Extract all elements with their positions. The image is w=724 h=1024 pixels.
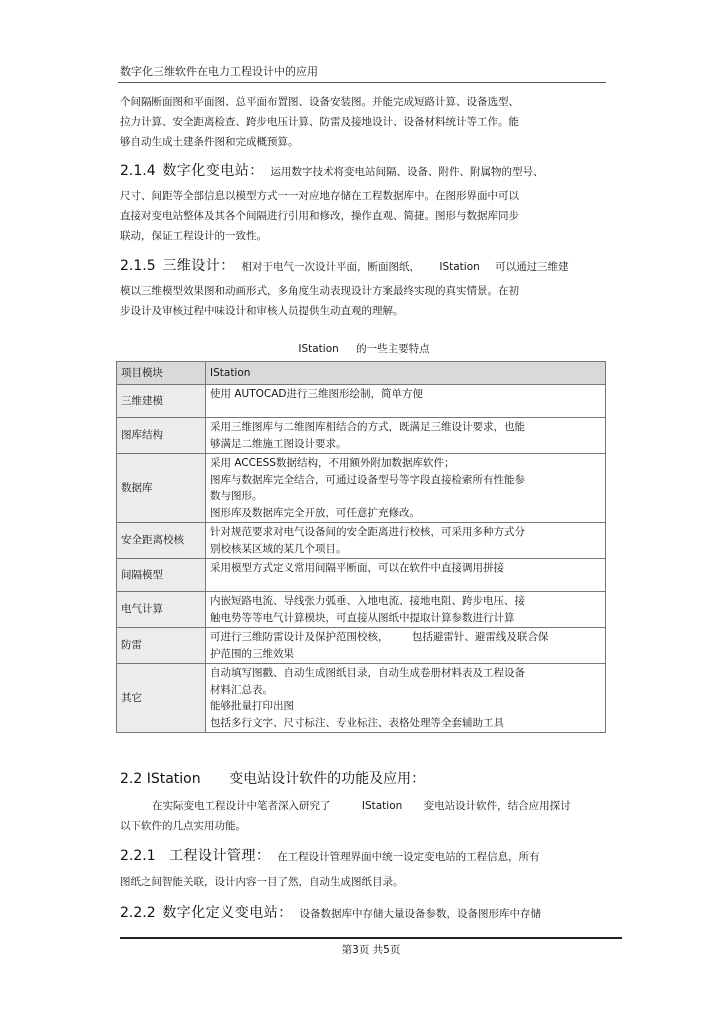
table-row xyxy=(117,592,606,628)
module-cell: 三维建模 xyxy=(117,385,206,418)
module-cell: 安全距离校核 xyxy=(117,523,206,559)
header-rule xyxy=(118,82,606,83)
desc-line: 护范围的三维效果 xyxy=(210,647,294,660)
desc-line: 采用模型方式定义常用间隔平断面，可以在软件中直接调用拼接 xyxy=(210,562,504,574)
heading-part-software: 2.2 IStation xyxy=(120,771,201,787)
desc-line: 可进行三维防雷设计及保护范围校核， 包括避雷针、避雷线及联合保 xyxy=(210,631,549,643)
desc-line: 采用三维图库与二维图库相结合的方式，既满足三维设计要求，也能 xyxy=(210,421,525,433)
module-cell: 间隔模型 xyxy=(117,559,206,592)
table-row xyxy=(117,418,606,454)
section-title: 数字化定义变电站： xyxy=(162,905,293,921)
section-2-1-5 xyxy=(120,255,610,321)
section-number: 2.2.2 xyxy=(120,905,156,921)
module-cell: 防雷 xyxy=(117,628,206,664)
text-part: 变电站设计软件，结合应用探讨 xyxy=(423,800,571,812)
section-2-2-2 xyxy=(120,902,610,925)
section-first-line-end: 可以通过三维建 xyxy=(495,261,569,273)
table-row xyxy=(117,664,606,733)
text-line: 直接对变电站整体及其各个间隔进行引用和修改，操作直观、简捷。图形与数据库同步 xyxy=(120,210,519,222)
desc-line: 使用 AUTOCAD进行三维图形绘制，简单方便 xyxy=(210,388,423,400)
table-row xyxy=(117,523,606,559)
table-row xyxy=(117,559,606,592)
header-module-cell: 项目模块 xyxy=(117,362,206,385)
desc-line: 别校核某区域的某几个项目。 xyxy=(210,542,347,555)
desc-line: 自动填写图戳、自动生成图纸目录，自动生成卷册材料表及工程设备 xyxy=(210,667,525,679)
heading-part-title: 变电站设计软件的功能及应用： xyxy=(229,771,426,787)
module-cell: 其它 xyxy=(117,664,206,733)
desc-line: 图库与数据库完全结合，可通过设备型号等字段直接检索所有性能参 xyxy=(210,473,525,486)
caption-text: 的一些主要特点 xyxy=(356,343,430,355)
section-title: 工程设计管理： xyxy=(168,848,271,864)
section-first-line: 相对于电气一次设计平面，断面图纸， xyxy=(241,261,420,273)
table-row xyxy=(117,454,606,523)
desc-cell xyxy=(206,523,606,559)
table-row xyxy=(117,385,606,418)
section-title: 数字化变电站： xyxy=(162,163,264,179)
section-2-2-heading xyxy=(120,768,425,788)
footer-rule xyxy=(120,937,622,939)
text-line: 尺寸、间距等全部信息以模型方式一一对应地存储在工程数据库中。在图形界面中可以 xyxy=(120,190,519,202)
section-number: 2.1.4 xyxy=(120,163,156,179)
section-first-line: 在工程设计管理界面中统一设定变电站的工程信息，所有 xyxy=(277,851,540,863)
section-number: 2.2.1 xyxy=(120,848,156,864)
desc-line: 材料汇总表。 xyxy=(210,683,273,696)
module-cell: 图库结构 xyxy=(117,418,206,454)
desc-line: 数与图形。 xyxy=(210,490,263,502)
module-cell: 数据库 xyxy=(117,454,206,523)
desc-line: 内嵌短路电流、导线张力弧垂、入地电流、接地电阻、跨步电压、接 xyxy=(210,595,525,607)
text-line: 图纸之间智能关联，设计内容一目了然，自动生成图纸目录。 xyxy=(120,876,404,888)
text-part: 在实际变电工程设计中笔者深入研究了 xyxy=(152,800,331,812)
desc-cell xyxy=(206,418,606,454)
section-first-line: 设备数据库中存储大量设备参数，设备图形库中存储 xyxy=(299,908,541,920)
section-2-2-paragraph xyxy=(120,796,610,836)
text-line: 以下软件的几点实用功能。 xyxy=(120,820,246,832)
features-table xyxy=(116,361,606,733)
desc-line: 能够批量打印出图 xyxy=(210,700,294,712)
software-name: IStation xyxy=(439,261,480,273)
text-line: 步设计及审核过程中味设计和审核人员提供生动直观的理解。 xyxy=(120,305,404,317)
text-line xyxy=(120,796,610,816)
desc-cell xyxy=(206,592,606,628)
desc-line: 包括多行文字、尺寸标注、专业标注、表格处理等全套辅助工具 xyxy=(210,716,504,729)
desc-cell xyxy=(206,628,606,664)
desc-cell xyxy=(206,385,606,418)
page-number: 第3页 共5页 xyxy=(341,944,401,956)
caption-software: IStation xyxy=(298,343,339,355)
text-line: 个间隔断面图和平面图、总平面布置图、设备安装图。并能完成短路计算、设备选型、 xyxy=(120,96,519,108)
section-heading xyxy=(120,902,610,925)
desc-cell xyxy=(206,664,606,733)
running-header: 数字化三维软件在电力工程设计中的应用 xyxy=(120,65,318,78)
section-number: 2.1.5 xyxy=(120,258,156,274)
desc-cell xyxy=(206,559,606,592)
desc-line: 针对规范要求对电气设备间的安全距离进行校核，可采用多种方式分 xyxy=(210,526,525,538)
desc-line: 采用 ACCESS数据结构，不用额外附加数据库软件； xyxy=(210,457,455,469)
section-heading xyxy=(120,255,610,278)
desc-line: 触电势等等电气计算模块，可直接从图纸中提取计算参数进行计算 xyxy=(210,611,515,624)
text-line: 联动，保证工程设计的一致性。 xyxy=(120,230,267,242)
table-header-row xyxy=(117,362,606,385)
section-first-line: 运用数字技术将变电站间隔、设备、附件、附属物的型号、 xyxy=(270,166,544,178)
desc-line: 够满足二维施工图设计要求。 xyxy=(210,437,347,450)
text-line: 够自动生成土建条件图和完成概预算。 xyxy=(120,136,299,148)
desc-line: 图形库及数据库完全开放，可任意扩充修改。 xyxy=(210,506,420,519)
text-line: 模以三维模型效果图和动画形式，多角度生动表现设计方案最终实现的真实情景。在初 xyxy=(120,285,519,297)
intro-paragraph xyxy=(120,92,610,152)
module-cell: 电气计算 xyxy=(117,592,206,628)
section-heading xyxy=(120,845,610,868)
section-title: 三维设计： xyxy=(162,258,235,274)
section-2-1-4 xyxy=(120,160,610,246)
header-desc-cell: IStation xyxy=(206,362,606,385)
text-line: 拉力计算、安全距离检查、跨步电压计算、防雷及接地设计、设备材料统计等工作。能 xyxy=(120,116,519,128)
section-2-2-1 xyxy=(120,845,610,892)
desc-cell xyxy=(206,454,606,523)
section-heading xyxy=(120,160,610,183)
table-caption xyxy=(120,341,608,356)
software-name: IStation xyxy=(361,800,403,812)
table-row xyxy=(117,628,606,664)
